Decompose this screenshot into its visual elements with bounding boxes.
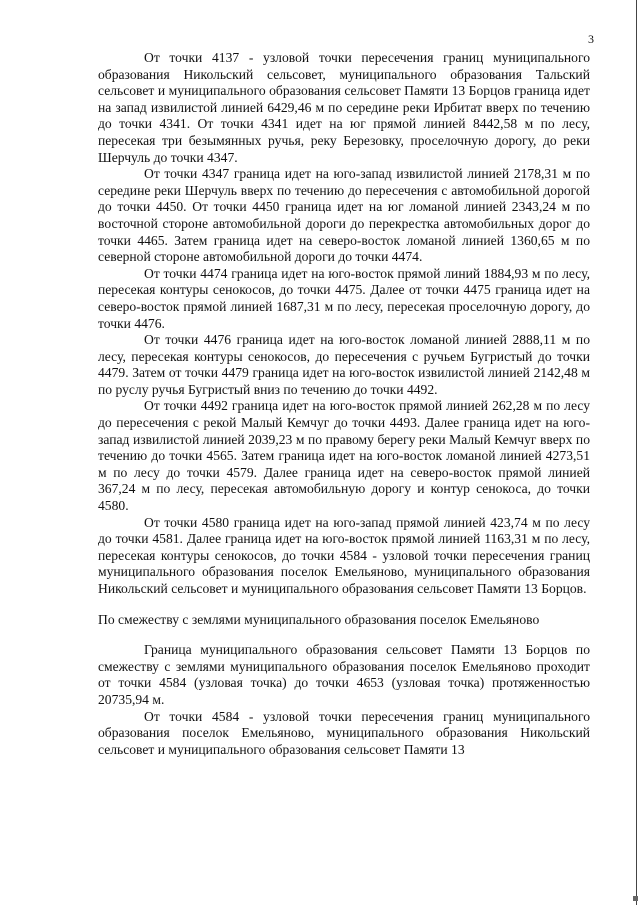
paragraph-emelyanovo-boundary: Граница муниципального образования сельсовет Памяти 13 Борцов по смежеству с землями муниципального образования поселок Емельяново проходит от точки 4584 (узловая точка) до точки 4653 (узловая точка) протяженностью 20735,94 м. <box>98 642 590 707</box>
page-number: 3 <box>588 32 594 46</box>
scan-corner-mark <box>633 896 638 901</box>
paragraph-point-4137: От точки 4137 - узловой точки пересечения границ муниципального образования Никольский сельсовет, муниципального образования Тальский сельсовет и муниципального образования сельсовет Памяти 13 Борцов граница идет на запад извилистой линией 6429,46 м по середине реки Ирбитат вверх по течению до точки 4341. От точки 4341 идет на юг прямой линией 8442,58 м по лесу, пересекая три безымянных ручья, реку Березовку, проселочную дорогу, до реки Шерчуль до точки 4347. <box>98 50 590 165</box>
paragraph-point-4584: От точки 4584 - узловой точки пересечения границ муниципального образования поселок Емельяново, муниципального образования Никольский сельсовет и муниципального образования сельсовет Памяти 13 <box>98 708 590 757</box>
paragraph-point-4347: От точки 4347 граница идет на юго-запад извилистой линией 2178,31 м по середине реки Шерчуль вверх по течению до пересечения с автомобильной дорогой до точки 4450. От точки 4450 граница идет на юг ломаной линией 2343,24 м по восточной стороне автомобильной дороги до перекрестка автомобильных дорог до точки 4465. Затем граница идет на северо-восток ломаной линией 1360,65 м по северной стороне автомобильной дороги до точки 4474. <box>98 166 590 265</box>
scan-edge-line <box>636 0 637 905</box>
paragraph-point-4580: От точки 4580 граница идет на юго-запад прямой линией 423,74 м по лесу до точки 4581. Далее граница идет на юго-восток прямой линией 1163,31 м по лесу, пересекая контуры сенокосов, до точки 4584 - узловой точки пересечения границ муниципального образования поселок Емельяново, муниципального образования Никольский сельсовет и муниципального образования сельсовет Памяти 13 Борцов. <box>98 514 590 596</box>
section-heading: По смежеству с землями муниципального образования поселок Емельяново <box>98 611 540 627</box>
paragraph-point-4474: От точки 4474 граница идет на юго-восток прямой линий 1884,93 м по лесу, пересекая контуры сенокосов, до точки 4475. Далее от точки 4475 граница идет на северо-восток прямой линией 1687,31 м по лесу, пересекая проселочную дорогу, до точки 4476. <box>98 265 590 331</box>
paragraph-point-4476: От точки 4476 граница идет на юго-восток ломаной линией 2888,11 м по лесу, пересекая контуры сенокосов, до пересечения с ручьем Бугристый до точки 4479. Затем от точки 4479 граница идет на юго-восток извилистой линией 2142,48 м по руслу ручья Бугристый вниз по течению до точки 4492. <box>98 332 590 397</box>
paragraph-point-4492: От точки 4492 граница идет на юго-восток прямой линией 262,28 м по лесу до пересечения с рекой Малый Кемчуг до точки 4493. Далее граница идет на юго-запад извилистой линией 2039,23 м по правому берегу реки Малый Кемчуг вверх по течению до точки 4565. Затем граница идет на юго-восток ломаной линией 4273,51 м по лесу до точки 4579. Далее граница идет на северо-восток прямой линией 367,24 м по лесу, пересекая автомобильную дорогу и контур сенокоса, до точки 4580. <box>98 398 590 514</box>
document-body <box>98 50 590 758</box>
